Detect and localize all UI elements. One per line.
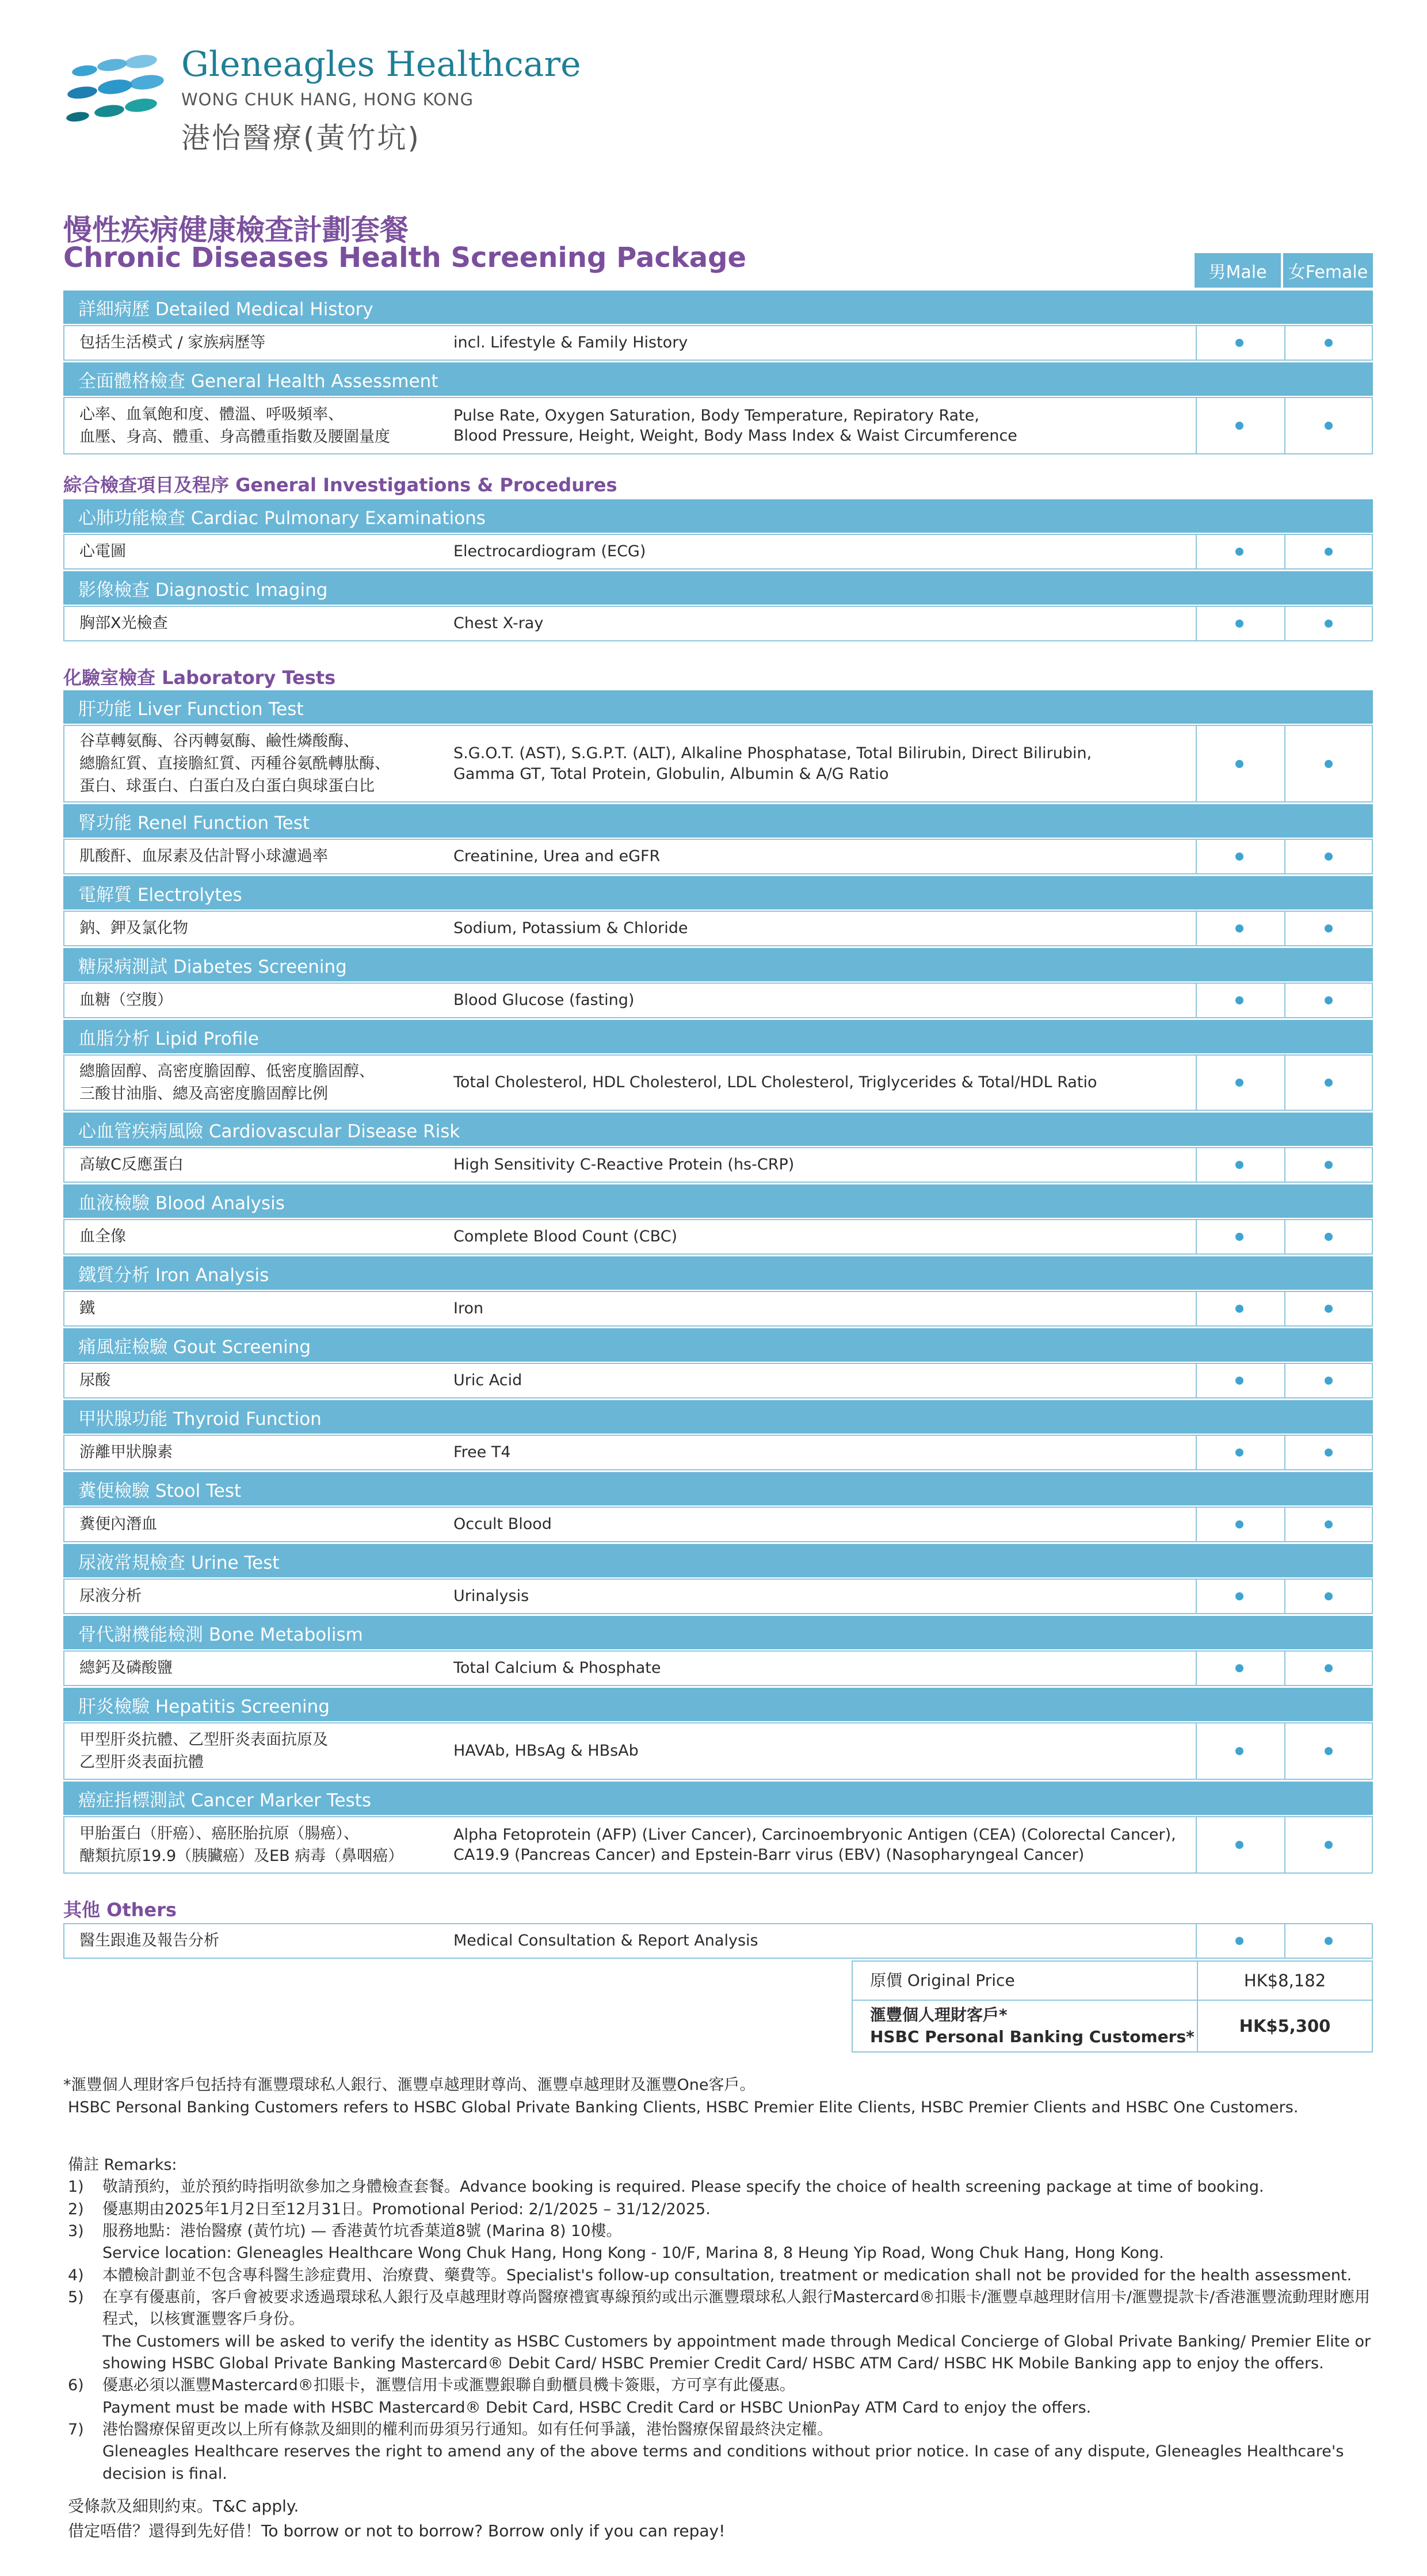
category-cancer: 癌症指標測試 Cancer Marker Tests xyxy=(63,1782,1373,1815)
female-cell xyxy=(1284,1148,1372,1182)
included-dot-icon xyxy=(1325,924,1333,932)
female-cell xyxy=(1284,726,1372,801)
included-dot-icon xyxy=(1235,339,1243,347)
hsbc-label-en: HSBC Personal Banking Customers* xyxy=(870,2027,1195,2046)
row-zh: 鐵 xyxy=(79,1300,95,1318)
male-cell xyxy=(1196,1220,1282,1253)
included-dot-icon xyxy=(1325,1079,1333,1087)
female-cell xyxy=(1284,912,1372,945)
brand-location: WONG CHUK HANG, HONG KONG xyxy=(181,90,474,109)
package-title-en: Chronic Diseases Health Screening Package xyxy=(63,242,747,274)
table-row xyxy=(63,1722,1373,1780)
row-en: Occult Blood xyxy=(453,1515,552,1534)
female-cell xyxy=(1284,1652,1372,1685)
category-thyroid: 甲狀腺功能 Thyroid Function xyxy=(63,1400,1373,1434)
row-en: Electrocardiogram (ECG) xyxy=(453,542,646,561)
column-header-female: 女Female xyxy=(1283,253,1373,288)
female-cell xyxy=(1284,535,1372,568)
male-cell xyxy=(1196,1580,1282,1613)
row-zh: 谷草轉氨酶、谷丙轉氨酶、鹼性燐酸酶、 總膽紅質、直接膽紅質、丙種谷氨酰轉肽酶、 蛋白、球蛋白、白蛋白及白蛋白與球蛋白比 xyxy=(79,732,390,796)
gleneagles-logo xyxy=(55,49,170,135)
included-dot-icon xyxy=(1325,1664,1333,1672)
included-dot-icon xyxy=(1325,1448,1333,1457)
row-zh: 血全像 xyxy=(79,1228,126,1246)
included-dot-icon xyxy=(1325,1305,1333,1313)
remark-number: 4) xyxy=(68,2266,84,2284)
row-en: Iron xyxy=(453,1300,484,1318)
row-zh: 甲型肝炎抗體、乙型肝炎表面抗原及 乙型肝炎表面抗體 xyxy=(79,1730,328,1771)
remark-text: 本體檢計劃並不包含專科醫生診症費用、治療費、藥費等。Specialist's follow-up consultation, treatment or medication shall not be provided for the health assessment. xyxy=(102,2266,1352,2284)
row-zh: 尿液分析 xyxy=(79,1587,142,1606)
column-header-male: 男Male xyxy=(1195,253,1281,288)
remark-number: 5) xyxy=(68,2288,84,2306)
female-cell xyxy=(1284,1924,1372,1958)
row-zh: 包括生活模式 / 家族病歷等 xyxy=(79,334,266,352)
category-imaging: 影像檢查 Diagnostic Imaging xyxy=(63,571,1373,605)
included-dot-icon xyxy=(1235,1233,1243,1241)
male-cell xyxy=(1196,840,1282,873)
male-cell xyxy=(1196,726,1282,801)
row-en: Uric Acid xyxy=(453,1371,522,1390)
row-zh: 心電圖 xyxy=(79,542,126,561)
male-cell xyxy=(1196,1292,1282,1325)
row-en: S.G.O.T. (AST), S.G.P.T. (ALT), Alkaline Phosphatase, Total Bilirubin, Direct Bilirubin, Gamma GT, Total Protein, Globulin, Albumin & A/G Ratio xyxy=(453,744,1092,783)
male-cell xyxy=(1196,1817,1282,1872)
package-title-zh: 慢性疾病健康檢查計劃套餐 xyxy=(63,213,409,247)
hsbc-price-row xyxy=(852,2000,1373,2053)
remark-text: 敬請預約，並於預約時指明欲參加之身體檢查套餐。Advance booking is required. Please specify the choice of health screening package at time of booking. xyxy=(102,2178,1264,2196)
included-dot-icon xyxy=(1235,1592,1243,1600)
category-gout: 痛風症檢驗 Gout Screening xyxy=(63,1328,1373,1362)
category-stool: 糞便檢驗 Stool Test xyxy=(63,1472,1373,1505)
category-blood: 血液檢驗 Blood Analysis xyxy=(63,1184,1373,1218)
female-cell xyxy=(1284,1817,1372,1872)
category-cardiovascular: 心血管疾病風險 Cardiovascular Disease Risk xyxy=(63,1113,1373,1146)
male-cell xyxy=(1196,1436,1282,1469)
table-row xyxy=(63,1219,1373,1255)
included-dot-icon xyxy=(1235,996,1243,1004)
male-cell xyxy=(1196,1508,1282,1541)
included-dot-icon xyxy=(1235,1841,1243,1849)
hsbc-label-zh: 滙豐個人理財客戶* xyxy=(870,2005,1008,2025)
male-cell xyxy=(1196,1148,1282,1182)
category-liver: 肝功能 Liver Function Test xyxy=(63,690,1373,724)
remark-item xyxy=(68,2265,1380,2287)
included-dot-icon xyxy=(1325,1377,1333,1385)
original-price-row xyxy=(852,1960,1373,2001)
male-cell xyxy=(1196,984,1282,1017)
female-cell xyxy=(1284,1056,1372,1110)
brand-block xyxy=(181,44,581,156)
included-dot-icon xyxy=(1325,853,1333,861)
category-assessment: 全面體格檢查 General Health Assessment xyxy=(63,362,1373,396)
included-dot-icon xyxy=(1325,339,1333,347)
row-zh: 游離甲狀腺素 xyxy=(79,1443,173,1462)
female-cell xyxy=(1284,1436,1372,1469)
footnote xyxy=(63,2074,1373,2119)
brand-name: Gleneagles Healthcare xyxy=(181,44,581,85)
section-title-general: 綜合檢查項目及程序 General Investigations & Procedures xyxy=(63,474,617,496)
included-dot-icon xyxy=(1235,1747,1243,1755)
row-en: HAVAb, HBsAg & HBsAb xyxy=(453,1742,639,1760)
remarks xyxy=(68,2154,1380,2485)
remark-text: 服務地點：港怡醫療 (黃竹坑) — 香港黃竹坑香葉道8號 (Marina 8) 10樓。 Service location: Gleneagles Healthcare Wong Chuk Hang, Hong Kong - 10/F, Marina 8, 8 Heung Yip Road, Wong Chuk Hang, Hong Kong. xyxy=(102,2222,1164,2262)
row-en: Alpha Fetoprotein (AFP) (Liver Cancer), Carcinoembryonic Antigen (CEA) (Colorectal Cancer), CA19.9 (Pancreas Cancer) and Epstein-Barr virus (EBV) (Nasopharyngeal Cancer) xyxy=(453,1825,1176,1864)
remark-text: 在享有優惠前，客戶會被要求透過環球私人銀行及卓越理財尊尚醫療禮賓專線預約或出示滙豐環球私人銀行Mastercard®扣賬卡/滙豐卓越理財信用卡/滙豐提款卡/香港滙豐流動理財應用程式，以核實滙豐客戶身份。 The Customers will be asked to verify the identity as HSBC Customers by appointment made through Medical Concierge of Global Private Banking/ Premier Elite or showing HSBC Global Private Banking Mastercard® Debit Card/ HSBC Premier Credit Card/ HSBC ATM Card/ HSBC HK Mobile Banking app to enjoy the offers. xyxy=(102,2288,1371,2372)
included-dot-icon xyxy=(1235,548,1243,556)
row-en: Chest X-ray xyxy=(453,614,544,633)
included-dot-icon xyxy=(1325,1233,1333,1241)
category-iron: 鐵質分析 Iron Analysis xyxy=(63,1256,1373,1290)
row-zh: 總鈣及磷酸鹽 xyxy=(79,1659,173,1677)
row-en: Sodium, Potassium & Chloride xyxy=(453,919,688,938)
row-zh: 肌酸酐、血尿素及估計腎小球濾過率 xyxy=(79,847,328,866)
remark-item xyxy=(68,2287,1380,2375)
row-zh: 尿酸 xyxy=(79,1371,110,1390)
remark-text: 港怡醫療保留更改以上所有條款及細則的權利而毋須另行通知。如有任何爭議，港怡醫療保留最終決定權。 Gleneagles Healthcare reserves the right to amend any of the above terms and conditions without prior notice. In case of any dispute, Gleneagles Healthcare's decision is final. xyxy=(102,2420,1344,2483)
table-row xyxy=(63,1816,1373,1874)
row-zh: 總膽固醇、高密度膽固醇、低密度膽固醇、 三酸甘油脂、總及高密度膽固醇比例 xyxy=(79,1062,375,1103)
section-title-lab: 化驗室檢查 Laboratory Tests xyxy=(63,667,336,689)
included-dot-icon xyxy=(1325,422,1333,430)
remark-text: 優惠期由2025年1月2日至12月31日。Promotional Period: 2/1/2025 – 31/12/2025. xyxy=(102,2200,711,2218)
table-row xyxy=(63,725,1373,802)
male-cell xyxy=(1196,398,1282,453)
included-dot-icon xyxy=(1235,422,1243,430)
remarks-title: 備註 Remarks: xyxy=(68,2156,177,2174)
male-cell xyxy=(1196,607,1282,640)
row-zh: 胸部X光檢查 xyxy=(79,614,168,633)
row-en: Blood Glucose (fasting) xyxy=(453,991,635,1010)
remark-text: 優惠必須以滙豐Mastercard®扣賬卡，滙豐信用卡或滙豐銀聯自動櫃員機卡簽賬，方可享有此優惠。 Payment must be made with HSBC Mastercard® Debit Card, HSBC Credit Card or HSBC UnionPay ATM Card to enjoy the offers. xyxy=(102,2376,1092,2417)
table-row xyxy=(63,1363,1373,1398)
included-dot-icon xyxy=(1235,1305,1243,1313)
table-row xyxy=(63,1291,1373,1327)
table-row xyxy=(63,325,1373,361)
included-dot-icon xyxy=(1235,620,1243,628)
included-dot-icon xyxy=(1325,1747,1333,1755)
included-dot-icon xyxy=(1235,1937,1243,1945)
female-cell xyxy=(1284,1364,1372,1397)
remark-item xyxy=(68,2220,1380,2265)
category-bone: 骨代謝機能檢測 Bone Metabolism xyxy=(63,1616,1373,1649)
included-dot-icon xyxy=(1325,1937,1333,1945)
table-row xyxy=(63,1507,1373,1542)
table-row xyxy=(63,1435,1373,1470)
female-cell xyxy=(1284,1508,1372,1541)
row-en: Complete Blood Count (CBC) xyxy=(453,1228,678,1246)
row-en: incl. Lifestyle & Family History xyxy=(453,334,688,352)
table-row xyxy=(63,983,1373,1018)
row-zh: 心率、血氧飽和度、體溫、呼吸頻率、 血壓、身高、體重、身高體重指數及腰圍量度 xyxy=(79,405,390,446)
male-cell xyxy=(1196,912,1282,945)
male-cell xyxy=(1196,1652,1282,1685)
included-dot-icon xyxy=(1325,1592,1333,1600)
table-row xyxy=(63,839,1373,874)
row-en: Total Calcium & Phosphate xyxy=(453,1659,661,1677)
terms-apply: 受條款及細則約束。T&C apply. xyxy=(68,2497,299,2516)
row-en: Total Cholesterol, HDL Cholesterol, LDL Cholesterol, Triglycerides & Total/HDL Ratio xyxy=(453,1073,1097,1092)
original-price-value: HK$8,182 xyxy=(1197,1962,1372,2000)
remark-number: 1) xyxy=(68,2178,84,2196)
female-cell xyxy=(1284,1723,1372,1779)
included-dot-icon xyxy=(1325,1161,1333,1169)
row-en: Creatinine, Urea and eGFR xyxy=(453,847,661,866)
table-row xyxy=(63,911,1373,946)
included-dot-icon xyxy=(1235,853,1243,861)
included-dot-icon xyxy=(1325,760,1333,768)
remark-item xyxy=(68,2419,1380,2485)
male-cell xyxy=(1196,1056,1282,1110)
row-zh: 糞便內潛血 xyxy=(79,1515,157,1534)
included-dot-icon xyxy=(1235,760,1243,768)
female-cell xyxy=(1284,840,1372,873)
remark-item xyxy=(68,2199,1380,2220)
table-row xyxy=(63,1054,1373,1111)
row-zh: 鈉、鉀及氯化物 xyxy=(79,919,188,938)
male-cell xyxy=(1196,535,1282,568)
male-cell xyxy=(1196,1364,1282,1397)
footnote-zh: *滙豐個人理財客戶包括持有滙豐環球私人銀行、滙豐卓越理財尊尚、滙豐卓越理財及滙豐One客戶。 xyxy=(63,2076,756,2094)
remark-number: 6) xyxy=(68,2376,84,2395)
category-renal: 腎功能 Renel Function Test xyxy=(63,804,1373,838)
brand-name-zh: 港怡醫療(黃竹坑) xyxy=(181,121,421,155)
category-cardiac: 心肺功能檢查 Cardiac Pulmonary Examinations xyxy=(63,499,1373,533)
included-dot-icon xyxy=(1325,1520,1333,1528)
female-cell xyxy=(1284,1292,1372,1325)
category-electrolytes: 電解質 Electrolytes xyxy=(63,876,1373,909)
original-price-label: 原價 Original Price xyxy=(870,1971,1015,1990)
included-dot-icon xyxy=(1325,548,1333,556)
included-dot-icon xyxy=(1235,1520,1243,1528)
included-dot-icon xyxy=(1325,996,1333,1004)
included-dot-icon xyxy=(1235,1377,1243,1385)
table-row xyxy=(63,1147,1373,1183)
row-zh: 甲胎蛋白（肝癌）、癌胚胎抗原（腸癌）、 醣類抗原19.9（胰臟癌）及EB 病毒（鼻咽癌） xyxy=(79,1824,404,1865)
table-row xyxy=(63,606,1373,641)
row-en: Pulse Rate, Oxygen Saturation, Body Temperature, Repiratory Rate, Blood Pressure, Height, Weight, Body Mass Index & Waist Circumference xyxy=(453,406,1017,445)
female-cell xyxy=(1284,1580,1372,1613)
female-cell xyxy=(1284,326,1372,360)
male-cell xyxy=(1196,1723,1282,1779)
male-cell xyxy=(1196,1924,1282,1958)
remark-number: 3) xyxy=(68,2222,84,2240)
category-hepatitis: 肝炎檢驗 Hepatitis Screening xyxy=(63,1688,1373,1721)
category-diabetes: 糖尿病測試 Diabetes Screening xyxy=(63,948,1373,981)
included-dot-icon xyxy=(1235,924,1243,932)
male-cell xyxy=(1196,326,1282,360)
hsbc-price-value: HK$5,300 xyxy=(1197,2001,1372,2051)
table-row xyxy=(63,1923,1373,1959)
table-row xyxy=(63,1650,1373,1686)
included-dot-icon xyxy=(1235,1664,1243,1672)
included-dot-icon xyxy=(1235,1161,1243,1169)
female-cell xyxy=(1284,607,1372,640)
row-en: High Sensitivity C-Reactive Protein (hs-CRP) xyxy=(453,1156,795,1174)
category-urine: 尿液常規檢查 Urine Test xyxy=(63,1544,1373,1577)
remark-number: 2) xyxy=(68,2200,84,2218)
row-zh: 醫生跟進及報告分析 xyxy=(79,1932,219,1950)
included-dot-icon xyxy=(1235,1079,1243,1087)
female-cell xyxy=(1284,1220,1372,1253)
footer xyxy=(68,2494,725,2544)
female-cell xyxy=(1284,398,1372,453)
row-en: Urinalysis xyxy=(453,1587,529,1606)
row-en: Free T4 xyxy=(453,1443,511,1462)
category-lipid: 血脂分析 Lipid Profile xyxy=(63,1020,1373,1053)
table-row xyxy=(63,397,1373,454)
remark-item xyxy=(68,2375,1380,2419)
footnote-en: HSBC Personal Banking Customers refers to HSBC Global Private Banking Clients, HSBC Premier Elite Clients, HSBC Premier Clients and HSBC One Customers. xyxy=(68,2099,1299,2117)
female-cell xyxy=(1284,984,1372,1017)
included-dot-icon xyxy=(1235,1448,1243,1457)
category-history: 詳細病歷 Detailed Medical History xyxy=(63,291,1373,324)
included-dot-icon xyxy=(1325,1841,1333,1849)
section-title-others: 其他 Others xyxy=(63,1899,177,1921)
row-zh: 血糖（空腹） xyxy=(79,991,173,1010)
remark-number: 7) xyxy=(68,2420,84,2439)
remark-item xyxy=(68,2176,1380,2198)
table-row xyxy=(63,1579,1373,1614)
row-en: Medical Consultation & Report Analysis xyxy=(453,1932,758,1950)
included-dot-icon xyxy=(1325,620,1333,628)
table-row xyxy=(63,534,1373,570)
row-zh: 高敏C反應蛋白 xyxy=(79,1156,184,1174)
borrow-warning: 借定唔借？還得到先好借！To borrow or not to borrow? Borrow only if you can repay! xyxy=(68,2521,726,2541)
hsbc-price-label xyxy=(870,2001,1195,2051)
